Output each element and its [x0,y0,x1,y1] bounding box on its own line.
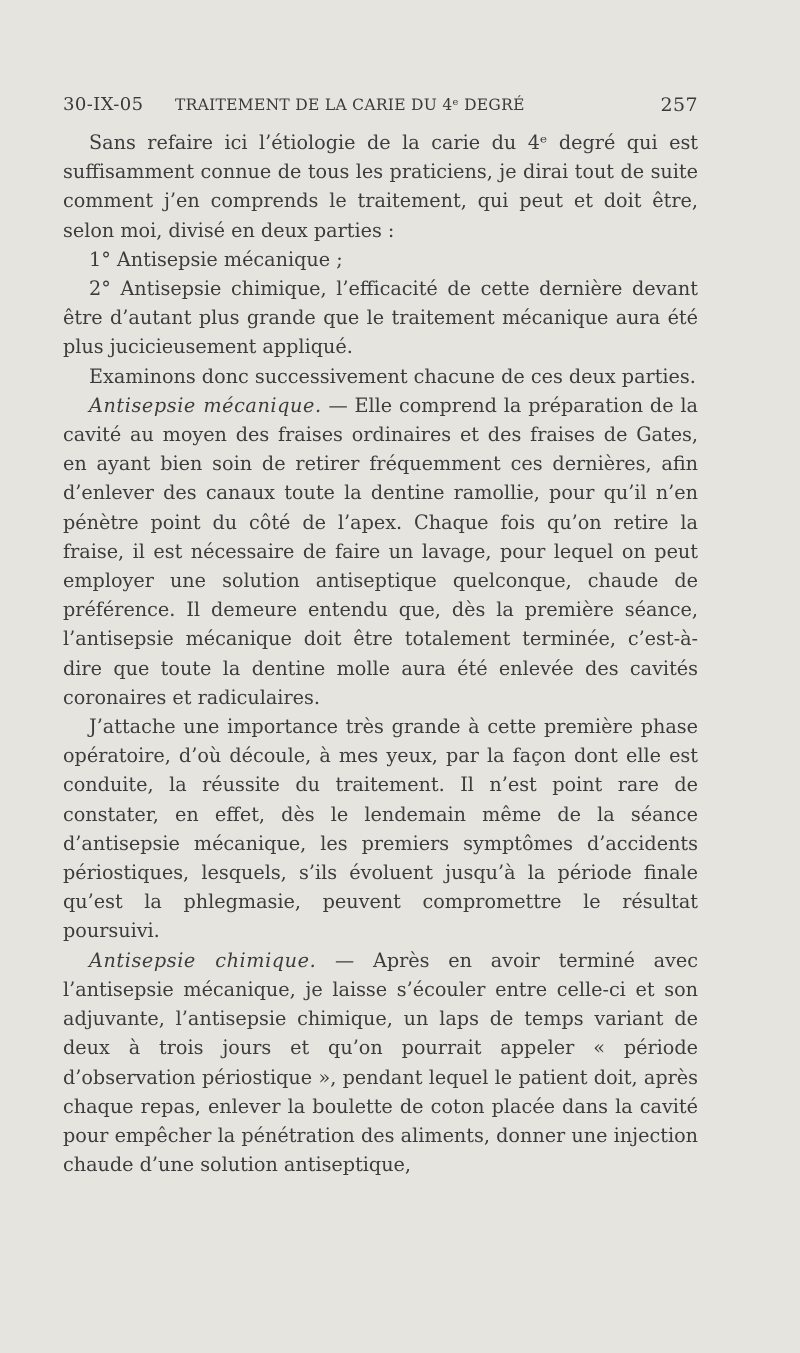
paragraph-text: 2° Antisepsie chimique, l’efficacité de cette dernière devant être d’autant plus grande que le traitement mécanique aura été plus jucicieusement appliqué. [63,277,698,359]
paragraph-text: 1° Antisepsie mécanique ; [89,247,343,271]
list-item-chemical [63,274,698,362]
paragraph-importance [63,712,698,946]
paragraph-examine [63,362,698,391]
running-header [63,90,698,120]
paragraph-text: J’attache une importance très grande à cette première phase opératoire, d’où découle, à mes yeux, par la façon dont elle est conduite, la réussite du traitement. Il n’est point rare de constater, en effet, dès le lendemain même de la séance d’antisepsie mécanique, les premiers symptômes d’accidents périostiques, lesquels, s’ils évoluent jusqu’à la période finale qu’est la phlegmasie, peuvent compromettre le résultat poursuivi. [63,715,698,943]
running-title: TRAITEMENT DE LA CARIE DU 4ᵉ DEGRÉ [175,96,525,114]
paragraph-text: — Après en avoir terminé avec l’antisepsie mécanique, je laisse s’écouler entre celle-ci et son adjuvante, l’antisepsie chimique, un laps de temps variant de deux à trois jours et qu’on pourrait appeler « période d’observation périostique », pendant lequel le patient doit, après chaque repas, enlever la boulette de coton placée dans la cavité pour empêcher la pénétration des aliments, donner une injection chaude d’une solution antiseptique, [63,948,698,1177]
paragraph-text: Examinons donc successivement chacune de ces deux parties. [89,364,696,388]
header-date: 30-IX-05 [63,94,144,115]
section-lead-mechanical: Antisepsie mécanique. [89,393,322,417]
body-text [63,128,698,1179]
list-item-mechanical [63,245,698,274]
paragraph-intro [63,128,698,245]
paragraph-mechanical [63,391,698,712]
section-lead-chemical: Antisepsie chimique. [89,948,317,972]
paragraph-text: Sans refaire ici l’étiologie de la carie du 4ᵉ degré qui est suffisamment connue de tous les praticiens, je dirai tout de suite comment j’en comprends le traitement, qui peut et doit être, selon moi, divisé en deux parties : [63,131,698,242]
paragraph-text: — Elle comprend la préparation de la cavité au moyen des fraises ordinaires et des fraises de Gates, en ayant bien soin de retirer fréquemment ces dernières, afin d’enlever des canaux toute la dentine ramollie, pour qu’il n’en pénètre point du côté de l’apex. Chaque fois qu’on retire la fraise, il est nécessaire de faire un lavage, pour lequel on peut employer une solution antiseptique quelconque, chaude de préférence. Il demeure entendu que, dès la première séance, l’antisepsie mécanique doit être totalement terminée, c’est-à-dire que toute la dentine molle aura été enlevée des cavités coronaires et radiculaires. [63,393,698,709]
page-number: 257 [660,94,698,116]
paragraph-chemical [63,946,698,1180]
